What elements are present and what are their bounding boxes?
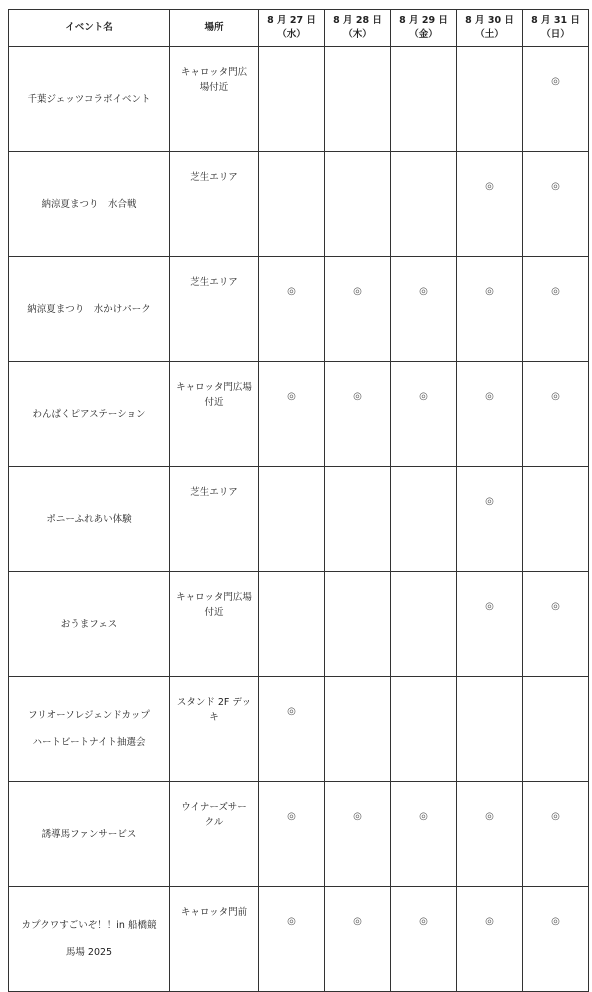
- day-cell: [259, 572, 325, 677]
- place-line: 付近: [204, 607, 224, 618]
- double-circle-mark: ◎: [485, 286, 494, 297]
- day-cell: [523, 782, 589, 887]
- double-circle-mark: ◎: [353, 286, 362, 297]
- place-cell: [170, 152, 259, 257]
- event-name-cell: [9, 782, 170, 887]
- header-day: [457, 10, 523, 47]
- day-cell: [457, 47, 523, 152]
- double-circle-mark: ◎: [485, 496, 494, 507]
- place-line: ウイナーズサー: [181, 802, 247, 813]
- place-cell: [170, 572, 259, 677]
- header-day: [523, 10, 589, 47]
- day-cell: [391, 677, 457, 782]
- double-circle-mark: ◎: [551, 181, 560, 192]
- place-line: 芝生エリア: [190, 487, 238, 498]
- event-name-line: カプクワすごいぞ！！in 船橋競: [21, 920, 157, 931]
- event-name-line: ポニーふれあい体験: [46, 513, 132, 525]
- double-circle-mark: ◎: [353, 391, 362, 402]
- event-name-cell: [9, 152, 170, 257]
- double-circle-mark: ◎: [551, 286, 560, 297]
- header-place: 場所: [170, 10, 259, 47]
- double-circle-mark: ◎: [485, 811, 494, 822]
- day-cell: [457, 887, 523, 992]
- double-circle-mark: ◎: [419, 811, 428, 822]
- header-row: [9, 10, 589, 47]
- day-cell: [457, 782, 523, 887]
- day-cell: [391, 572, 457, 677]
- day-cell: [259, 467, 325, 572]
- day-cell: [391, 257, 457, 362]
- day-cell: [457, 362, 523, 467]
- table-row: [9, 467, 589, 572]
- place-cell: [170, 782, 259, 887]
- day-cell: [523, 362, 589, 467]
- double-circle-mark: ◎: [485, 391, 494, 402]
- table-row: [9, 677, 589, 782]
- event-name-line: 千葉ジェッツコラボイベント: [27, 93, 151, 105]
- double-circle-mark: ◎: [287, 286, 296, 297]
- place-line: クル: [204, 817, 224, 828]
- header-weekday: （土）: [475, 29, 504, 40]
- table-row: [9, 887, 589, 992]
- place-cell: [170, 467, 259, 572]
- header-date: 8 月 31 日: [531, 15, 580, 26]
- event-schedule-table: [8, 9, 589, 992]
- header-weekday: （日）: [541, 29, 570, 40]
- table-row: [9, 257, 589, 362]
- day-cell: [259, 887, 325, 992]
- day-cell: [325, 572, 391, 677]
- day-cell: [457, 257, 523, 362]
- day-cell: [523, 887, 589, 992]
- day-cell: [259, 362, 325, 467]
- double-circle-mark: ◎: [485, 916, 494, 927]
- header-day: [391, 10, 457, 47]
- day-cell: [457, 467, 523, 572]
- day-cell: [457, 677, 523, 782]
- place-line: スタンド 2F デッ: [176, 697, 252, 708]
- day-cell: [259, 782, 325, 887]
- day-cell: [523, 572, 589, 677]
- double-circle-mark: ◎: [485, 181, 494, 192]
- day-cell: [325, 677, 391, 782]
- header-event-name: イベント名: [9, 10, 170, 47]
- day-cell: [325, 467, 391, 572]
- event-name-line: フリオーソレジェンドカップ: [28, 710, 150, 721]
- place-line: キャロッタ門前: [180, 907, 248, 918]
- event-name-line: おうまフェス: [60, 618, 118, 630]
- event-name-line: わんぱくピアステーション: [32, 408, 146, 420]
- header-day: [325, 10, 391, 47]
- double-circle-mark: ◎: [287, 811, 296, 822]
- place-line: キャロッタ門広場: [176, 382, 252, 393]
- day-cell: [391, 887, 457, 992]
- double-circle-mark: ◎: [551, 811, 560, 822]
- double-circle-mark: ◎: [287, 916, 296, 927]
- double-circle-mark: ◎: [419, 391, 428, 402]
- day-cell: [457, 152, 523, 257]
- place-cell: [170, 887, 259, 992]
- double-circle-mark: ◎: [287, 706, 296, 717]
- place-cell: [170, 47, 259, 152]
- header-weekday: （木）: [343, 29, 372, 40]
- day-cell: [325, 152, 391, 257]
- day-cell: [391, 362, 457, 467]
- header-date: 8 月 29 日: [399, 15, 448, 26]
- day-cell: [391, 467, 457, 572]
- place-line: 芝生エリア: [190, 172, 238, 183]
- header-day: [259, 10, 325, 47]
- event-name-cell: [9, 467, 170, 572]
- place-cell: [170, 677, 259, 782]
- place-line: 付近: [204, 397, 224, 408]
- day-cell: [325, 257, 391, 362]
- table-row: [9, 152, 589, 257]
- header-weekday: （金）: [409, 29, 438, 40]
- event-name-cell: [9, 257, 170, 362]
- day-cell: [391, 782, 457, 887]
- day-cell: [259, 47, 325, 152]
- table-row: [9, 782, 589, 887]
- header-date: 8 月 30 日: [465, 15, 514, 26]
- schedule-body: [9, 47, 589, 992]
- event-name-line: ハートビートナイト抽選会: [32, 737, 146, 748]
- place-cell: [170, 362, 259, 467]
- event-name-cell: [9, 887, 170, 992]
- day-cell: [391, 152, 457, 257]
- double-circle-mark: ◎: [353, 916, 362, 927]
- day-cell: [523, 47, 589, 152]
- event-name-cell: [9, 362, 170, 467]
- day-cell: [523, 467, 589, 572]
- event-name-cell: [9, 47, 170, 152]
- table-row: [9, 47, 589, 152]
- day-cell: [325, 887, 391, 992]
- day-cell: [259, 152, 325, 257]
- place-line: キャロッタ門広場: [176, 592, 252, 603]
- day-cell: [325, 362, 391, 467]
- double-circle-mark: ◎: [551, 916, 560, 927]
- double-circle-mark: ◎: [551, 391, 560, 402]
- event-name-line: 馬場 2025: [65, 947, 113, 958]
- day-cell: [325, 782, 391, 887]
- event-name-line: 納涼夏まつり 水合戦: [41, 198, 137, 210]
- place-cell: [170, 257, 259, 362]
- place-line: キャロッタ門広: [180, 67, 248, 78]
- double-circle-mark: ◎: [287, 391, 296, 402]
- day-cell: [259, 257, 325, 362]
- double-circle-mark: ◎: [419, 916, 428, 927]
- day-cell: [391, 47, 457, 152]
- day-cell: [523, 257, 589, 362]
- header-weekday: （水）: [277, 29, 306, 40]
- event-name-cell: [9, 572, 170, 677]
- double-circle-mark: ◎: [419, 286, 428, 297]
- place-line: 芝生エリア: [190, 277, 238, 288]
- day-cell: [259, 677, 325, 782]
- double-circle-mark: ◎: [551, 76, 560, 87]
- table-row: [9, 362, 589, 467]
- place-line: キ: [209, 712, 219, 723]
- double-circle-mark: ◎: [353, 811, 362, 822]
- day-cell: [457, 572, 523, 677]
- event-name-line: 誘導馬ファンサービス: [41, 828, 137, 840]
- double-circle-mark: ◎: [485, 601, 494, 612]
- day-cell: [325, 47, 391, 152]
- header-date: 8 月 27 日: [267, 15, 316, 26]
- table-row: [9, 572, 589, 677]
- event-name-line: 納涼夏まつり 水かけパーク: [27, 303, 151, 315]
- header-date: 8 月 28 日: [333, 15, 382, 26]
- day-cell: [523, 677, 589, 782]
- event-name-cell: [9, 677, 170, 782]
- place-line: 場付近: [199, 82, 229, 93]
- day-cell: [523, 152, 589, 257]
- double-circle-mark: ◎: [551, 601, 560, 612]
